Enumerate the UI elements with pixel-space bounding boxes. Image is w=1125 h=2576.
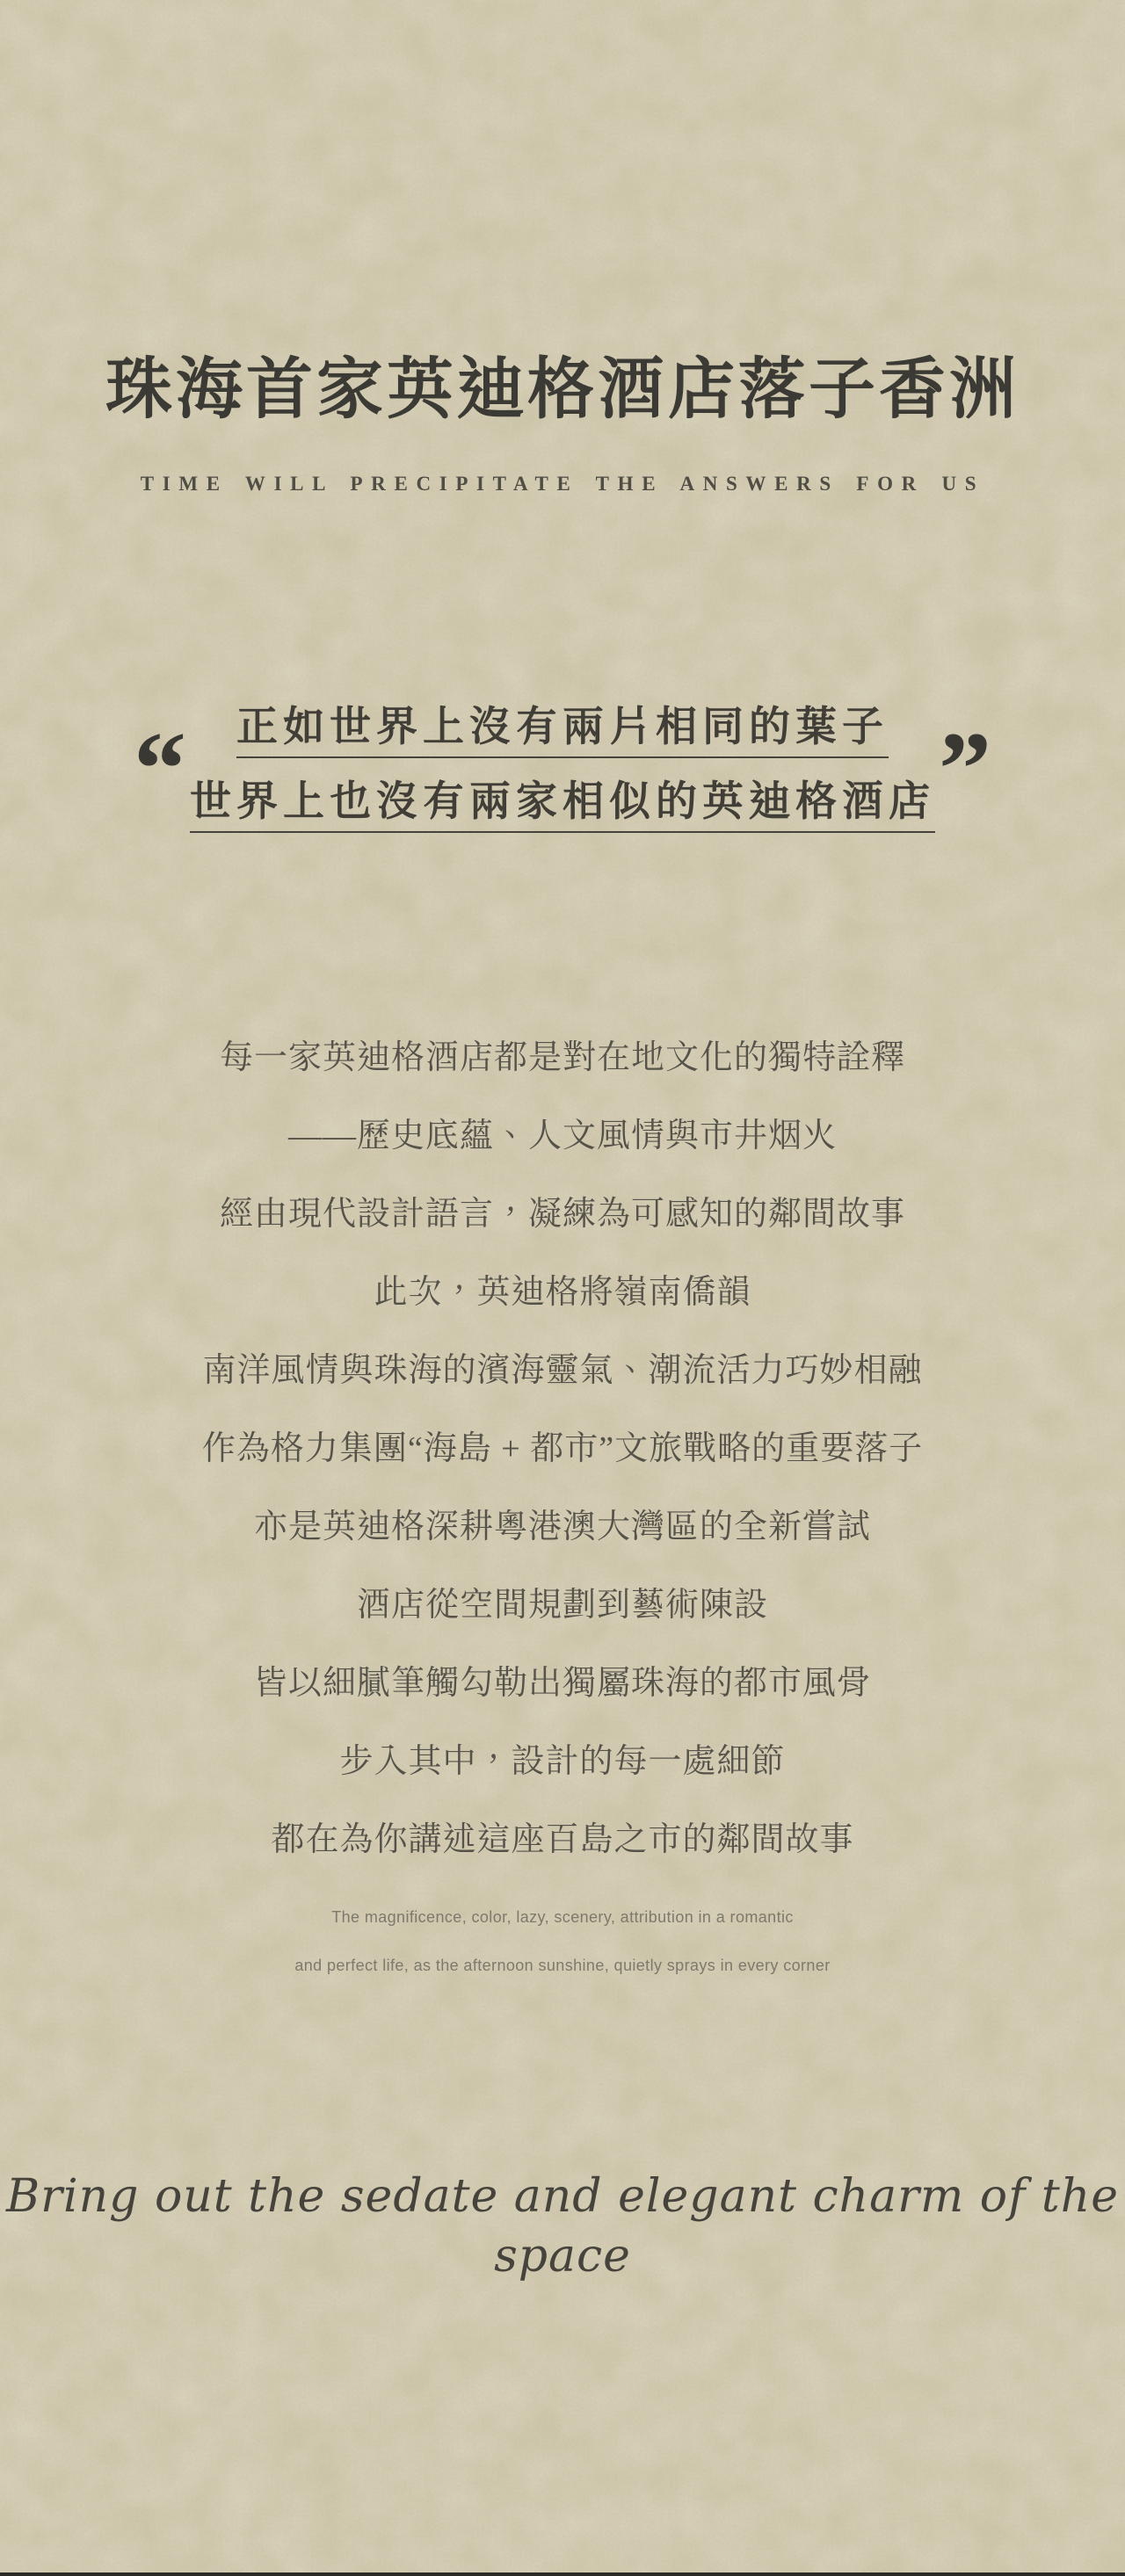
quote-block <box>0 707 1125 833</box>
body-line: 亦是英迪格深耕粵港澳大灣區的全新嘗試 <box>253 1509 871 1545</box>
body-line: 酒店從空間規劃到藝術陳設 <box>356 1587 768 1624</box>
body-line: ——歷史底蘊、人文風情與市井烟火 <box>287 1118 837 1154</box>
page-subtitle: TIME WILL PRECIPITATE THE ANSWERS FOR US <box>140 473 985 495</box>
english-caption-line-1: The magnificence, color, lazy, scenery, attribution in a romantic <box>331 1908 794 1926</box>
body-line: 皆以細膩筆觸勾勒出獨屬珠海的都市風骨 <box>253 1665 871 1702</box>
body-line: 此次，英迪格將嶺南僑韻 <box>374 1274 751 1311</box>
quote-line-2-text: 世界上也沒有兩家相似的英迪格酒店 <box>190 782 935 833</box>
close-quote-icon: ” <box>939 710 991 827</box>
body-paragraph <box>0 1019 1125 1879</box>
quote-line-1-text: 正如世界上沒有兩片相同的葉子 <box>236 707 889 758</box>
body-line: 每一家英迪格酒店都是對在地文化的獨特詮釋 <box>219 1039 905 1076</box>
bottom-edge-bar <box>0 2572 1125 2576</box>
english-caption-line-2: and perfect life, as the afternoon sunshine, quietly sprays in every corner <box>294 1957 831 1974</box>
page-title: 珠海首家英迪格酒店落子香洲 <box>105 353 1020 427</box>
body-line: 南洋風情與珠海的濱海靈氣、潮流活力巧妙相融 <box>202 1352 923 1389</box>
body-line: 經由現代設計語言，凝練為可感知的鄰間故事 <box>219 1196 905 1233</box>
open-quote-icon: “ <box>134 710 186 827</box>
body-line: 步入其中，設計的每一處細節 <box>339 1743 786 1780</box>
script-tagline: Bring out the sedate and elegant charm of the space <box>5 2170 1120 2283</box>
body-line: 作為格力集團“海島 + 都市”文旅戰略的重要落子 <box>201 1430 924 1467</box>
body-line: 都在為你講述這座百島之市的鄰間故事 <box>271 1821 854 1858</box>
